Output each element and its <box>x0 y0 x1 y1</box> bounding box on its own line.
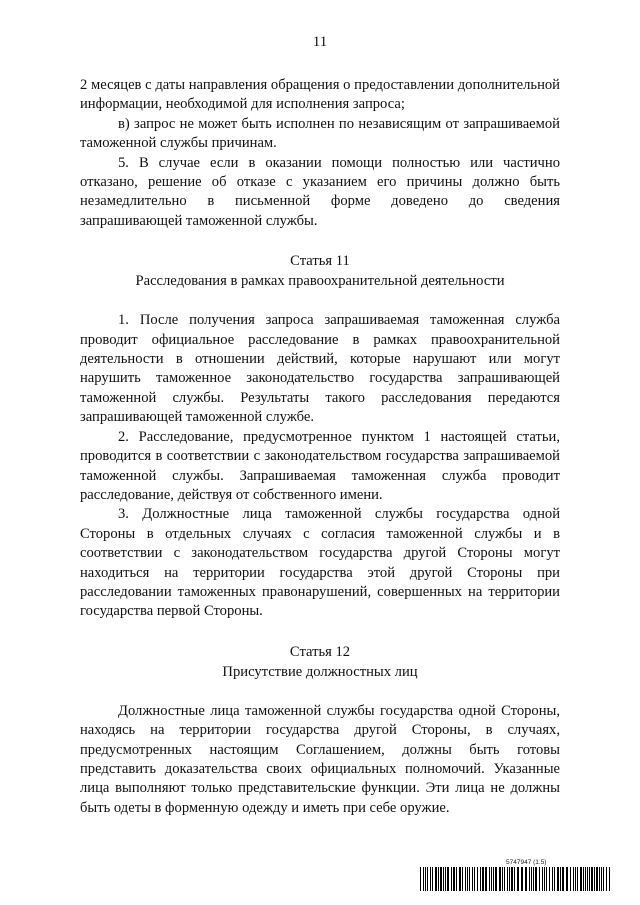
article-11-paragraph-1: 1. После получения запроса запрашиваемая таможенная служба проводит официальное расследование в рамках правоохранительной деятельности в отношении действий, которые нарушают или могут нарушить таможенное законодательство государства запрашивающей таможенной службы. Результаты такого расследования передаются запрашивающей таможенной службе. <box>80 312 560 426</box>
paragraph-continuation: 2 месяцев с даты направления обращения о предоставлении дополнительной информации, необходимой для исполнения запроса; <box>80 77 560 113</box>
document-body <box>80 76 560 818</box>
article-12-paragraph-1: Должностные лица таможенной службы государства одной Стороны, находясь на территории государства другой Стороны, в случаях, предусмотренных настоящим Соглашением, должны быть готовы представить доказательства своих официальных полномочий. Указанные лица выполняют только представительские функции. Эти лица не должны быть одеты в форменную одежду и иметь при себе оружие. <box>80 702 560 816</box>
article-11-heading <box>80 251 560 291</box>
article-11-paragraph-3: 3. Должностные лица таможенной службы государства одной Стороны в отдельных случаях с согласия таможенной службы и в соответствии с законодательством государства другой Стороны могут находиться на территории государства этой другой Стороны при расследовании таможенных правонарушений, совершенных на территории государства первой Стороны. <box>80 506 560 620</box>
article-12-heading <box>80 642 560 682</box>
article-12-title: Присутствие должностных лиц <box>222 663 418 680</box>
barcode-icon <box>420 867 612 891</box>
article-12-number: Статья 12 <box>289 643 351 660</box>
paragraph-item-v: в) запрос не может быть исполнен по независящим от запрашиваемой таможенной службы причинам. <box>80 115 560 152</box>
article-11-paragraph-2: 2. Расследование, предусмотренное пунктом 1 настоящей статьи, проводится в соответствии с законодательством государства запрашиваемой таможенной службы. Запрашиваемая таможенная служба проводит расследование, действуя от собственного имени. <box>80 428 560 503</box>
page-number: 11 <box>312 34 328 50</box>
barcode-caption: 5747947 (1.5) <box>506 859 547 866</box>
article-11-title: Расследования в рамках правоохранительной деятельности <box>135 273 505 290</box>
paragraph-item-5: 5. В случае если в оказании помощи полностью или частично отказано, решение об отказе с указанием его причины должно быть незамедлительно в письменной форме доведено до сведения запрашивающей таможенной службы. <box>80 154 560 229</box>
article-11-number: Статья 11 <box>290 253 350 270</box>
document-barcode <box>420 859 612 891</box>
